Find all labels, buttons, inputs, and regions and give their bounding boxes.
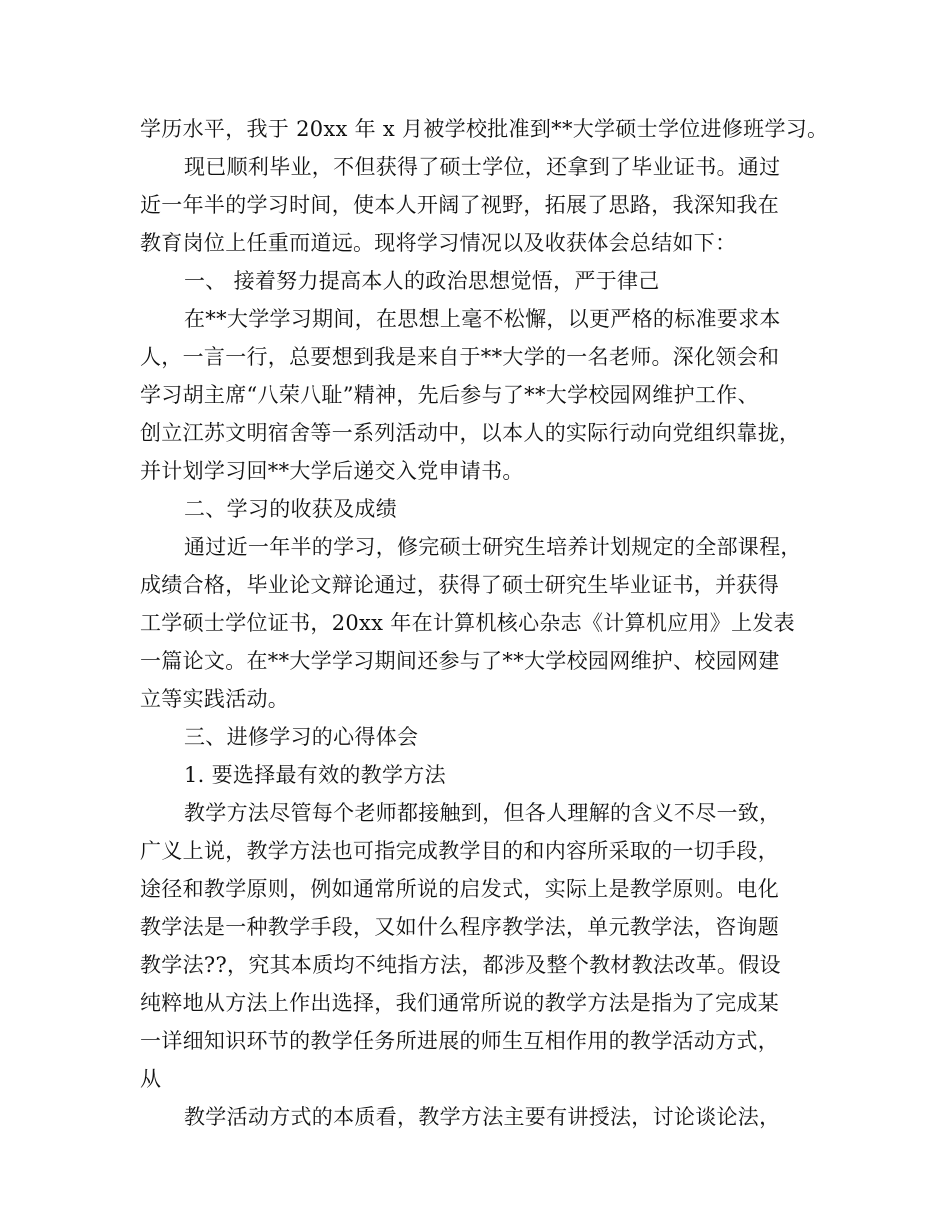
text-line-19: 教学方法尽管每个老师都接触到，但各人理解的含义不尽一致， (184, 801, 781, 825)
text-line-21: 途径和教学原则，例如通常所说的启发式，实际上是教学原则。电化 (140, 877, 779, 901)
text-line-12: 通过近一年半的学习，修完硕士研究生培养计划规定的全部课程， (184, 535, 802, 559)
text-line-26: 从 (140, 1067, 162, 1091)
text-line-2: 现已顺利毕业，不但获得了硕士学位，还拿到了毕业证书。通过 (184, 155, 781, 179)
text-line-15: 一篇论文。在**大学学习期间还参与了**大学校园网维护、校园网建 (140, 649, 780, 673)
text-line-10: 并计划学习回**大学后递交入党申请书。 (140, 459, 524, 483)
subsection-heading-1: 1. 要选择最有效的教学方法 (184, 763, 446, 787)
text-line-20: 广义上说，教学方法也可指完成教学目的和内容所采取的一切手段， (140, 839, 779, 863)
section-heading-2: 二、学习的收获及成绩 (184, 497, 397, 521)
text-line-9: 创立江苏文明宿舍等一系列活动中，以本人的实际行动向党组织靠拢， (140, 421, 801, 445)
text-line-6: 在**大学学习期间，在思想上毫不松懈，以更严格的标准要求本 (184, 307, 781, 331)
text-line-27: 教学活动方式的本质看，教学方法主要有讲授法，讨论谈论法， (184, 1105, 781, 1129)
text-line-8: 学习胡主席“八荣八耻”精神，先后参与了**大学校园网维护工作、 (140, 383, 759, 407)
document-body (140, 110, 830, 1136)
text-line-7: 人，一言一行，总要想到我是来自于**大学的一名老师。深化领会和 (140, 345, 780, 369)
text-line-4: 教育岗位上任重而道远。现将学习情况以及收获体会总结如下： (140, 231, 737, 255)
section-heading-3: 三、进修学习的心得体会 (184, 725, 419, 749)
text-line-16: 立等实践活动。 (140, 687, 290, 711)
text-line-25: 一详细知识环节的教学任务所进展的师生互相作用的教学活动方式， (140, 1029, 779, 1053)
text-line-13: 成绩合格，毕业论文辩论通过，获得了硕士研究生毕业证书，并获得 (140, 573, 779, 597)
text-line-22: 教学法是一种教学手段，又如什么程序教学法，单元教学法，咨询题 (140, 915, 779, 939)
section-heading-1: 一、 接着努力提高本人的政治思想觉悟，严于律己 (184, 269, 660, 293)
text-line-1: 学历水平，我于 20xx 年 x 月被学校批准到**大学硕士学位进修班学习。 (140, 117, 829, 141)
text-line-3: 近一年半的学习时间，使本人开阔了视野，拓展了思路，我深知我在 (140, 193, 779, 217)
text-line-24: 纯粹地从方法上作出选择，我们通常所说的教学方法是指为了完成某 (140, 991, 779, 1015)
text-line-14: 工学硕士学位证书，20xx 年在计算机核心杂志《计算机应用》上发表 (140, 611, 795, 635)
text-line-23: 教学法??，究其本质均不纯指方法，都涉及整个教材教法改革。假设 (140, 953, 781, 977)
